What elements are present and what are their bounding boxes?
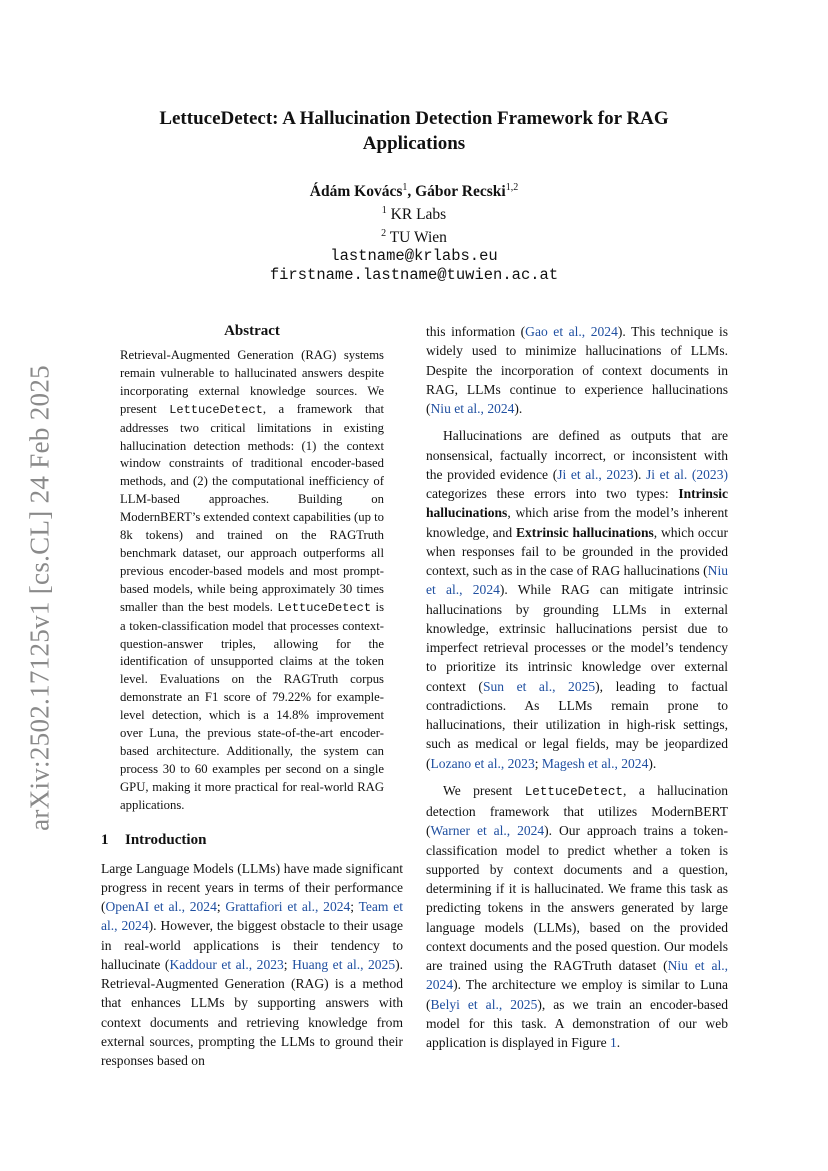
left-column [101, 322, 403, 1078]
paper-title [100, 106, 728, 156]
intro-paragraph-1: Large Language Models (LLMs) have made significant progress in recent years in terms of their performance (OpenAI et al., 2024; Grattafiori et al., 2024; Team et al., 2024). However, the biggest obstacle to their usage in real-world applications is their tendency to hallucinate (Kaddour et al., 2023; Huang et al., 2025). Retrieval-Augmented Generation (RAG) is a method that enhances LLMs by supporting answers with context documents and retrieving knowledge from external sources, prompting the LLMs to ground their responses based on [101, 860, 404, 1069]
term-extrinsic: Extrinsic hallucinations [516, 524, 654, 540]
abstract-text: Retrieval-Augmented Generation (RAG) systems remain vulnerable to hallucinated answers despite incorporating external knowledge sources. We present LettuceDetect, a framework that addresses two critical limitations in existing hallucination detection methods: (1) the context window constraints of traditional encoder-based methods, and (2) the computational inefficiency of LLM-based approaches. Building on ModernBERT’s extended context capabilities (up to 8k tokens) and trained on the RAGTruth benchmark dataset, our approach outperforms all previous encoder-based models and most prompt-based models, while being approximately 30 times smaller than the best models. LettuceDetect is a token-classification model that processes context-question-answer triples, allowing for the identification of unsupported claims at the token level. Evaluations on the RAGTruth corpus demonstrate an F1 score of 79.22% for example-level detection, which is a 14.8% improvement over Luna, the previous state-of-the-art encoder-based architecture. Additionally, the system can process 30 to 60 examples per second on a single GPU, making it more practical for real-world RAG applications. [120, 348, 385, 812]
figure-reference-link[interactable]: 1 [609, 1035, 617, 1050]
citation-link[interactable]: Kaddour et al., 2023 [169, 956, 284, 972]
citation-link[interactable]: OpenAI et al., 2024 [105, 899, 217, 915]
title-line-2: Applications [362, 133, 466, 154]
author-names: Ádám Kovács$^1$, Gábor Recski$^{1,2}$ [309, 182, 519, 201]
intro-paragraph-1-continued: this information (Gao et al., 2024). This technique is widely used to minimize hallucinations of LLMs. Despite the incorporation of context documents in RAG, LLMs continue to experience hallucinations (Niu et al., 2024). [426, 324, 728, 416]
system-name-code: LettuceDetect [524, 784, 623, 799]
right-column [426, 322, 728, 1060]
citation-link[interactable]: Ji et al. (2023) [646, 466, 728, 482]
author-block [100, 178, 728, 285]
email-2: firstname.lastname@tuwien.ac.at [269, 266, 559, 285]
title-line-1: LettuceDetect: A Hallucination Detection Framework for RAG [159, 108, 669, 129]
email-1: lastname@krlabs.eu [330, 247, 498, 266]
citation-link[interactable]: Niu et al., 2024 [426, 563, 728, 598]
affiliation-1: $^1$ KR Labs [381, 205, 447, 224]
arxiv-identifier: arXiv:2502.17125v1 [cs.CL] 24 Feb 2025 [24, 365, 55, 831]
citation-link[interactable]: Ji et al., 2023 [557, 466, 634, 482]
affiliation-2: $^2$ TU Wien [381, 228, 447, 247]
author-2: Gábor Recski [415, 183, 506, 201]
citation-link[interactable]: Warner et al., 2024 [430, 823, 545, 839]
citation-link[interactable]: Sun et al., 2025 [482, 678, 596, 694]
citation-link[interactable]: Belyi et al., 2025 [430, 996, 538, 1012]
citation-link[interactable]: Team et al., 2024 [101, 899, 403, 934]
intro-paragraph-3: We present LettuceDetect, a hallucination detection framework that utilizes ModernBERT (Warner et al., 2024). Our approach trains a token-classification model to predict whether a token is supported by context documents and a question, determining if it is hallucinated. We frame this task as predicting tokens in the answers generated by large language models (LLMs), based on the provided context documents and the posed question. Our models are trained using the RAGTruth dataset (Niu et al., 2024). The architecture we employ is similar to Luna (Belyi et al., 2025), as we train an encoder-based model for this task. A demonstration of our web application is displayed in Figure 1. [426, 782, 729, 1050]
citation-link[interactable]: Niu et al., 2024 [430, 401, 515, 416]
intro-paragraph-2: Hallucinations are defined as outputs that are nonsensical, factually incorrect, or inconsistent with the provided evidence (Ji et al., 2023). Ji et al. (2023) categorizes these errors into two types: Intrinsic hallucinations, which arise from the model’s inherent knowledge, and Extrinsic hallucinations, which occur when responses fail to be grounded in the provided context, such as in the case of RAG hallucinations (Niu et al., 2024). While RAG can mitigate intrinsic hallucinations by grounding LLMs in external knowledge, extrinsic hallucinations persist due to imperfect retrieval processes or the model’s tendency to prioritize its intrinsic knowledge over external context (Sun et al., 2025), leading to factual contradictions. As LLMs remain prone to hallucinations, their utilization in high-risk settings, such as medical or legal fields, may be jeopardized (Lozano et al., 2023; Magesh et al., 2024). [426, 428, 728, 771]
abstract-heading: Abstract [224, 323, 280, 339]
system-name-code: LettuceDetect [277, 600, 372, 615]
author-1: Ádám Kovács [309, 183, 403, 201]
citation-link[interactable]: Grattafiori et al., 2024 [225, 899, 351, 915]
citation-link[interactable]: Huang et al., 2025 [292, 956, 396, 972]
citation-link[interactable]: Niu et al., 2024 [426, 958, 728, 993]
citation-link[interactable]: Magesh et al., 2024 [541, 755, 649, 771]
author-2-affil: 1,2 [505, 182, 519, 193]
citation-link[interactable]: Lozano et al., 2023 [430, 755, 535, 771]
section-heading-introduction: 1 Introduction [101, 831, 207, 848]
term-intrinsic: Intrinsic hallucinations [426, 486, 728, 521]
citation-link[interactable]: Gao et al., 2024 [525, 324, 618, 339]
system-name-code: LettuceDetect [169, 402, 263, 417]
author-1-affil: 1 [402, 182, 408, 193]
